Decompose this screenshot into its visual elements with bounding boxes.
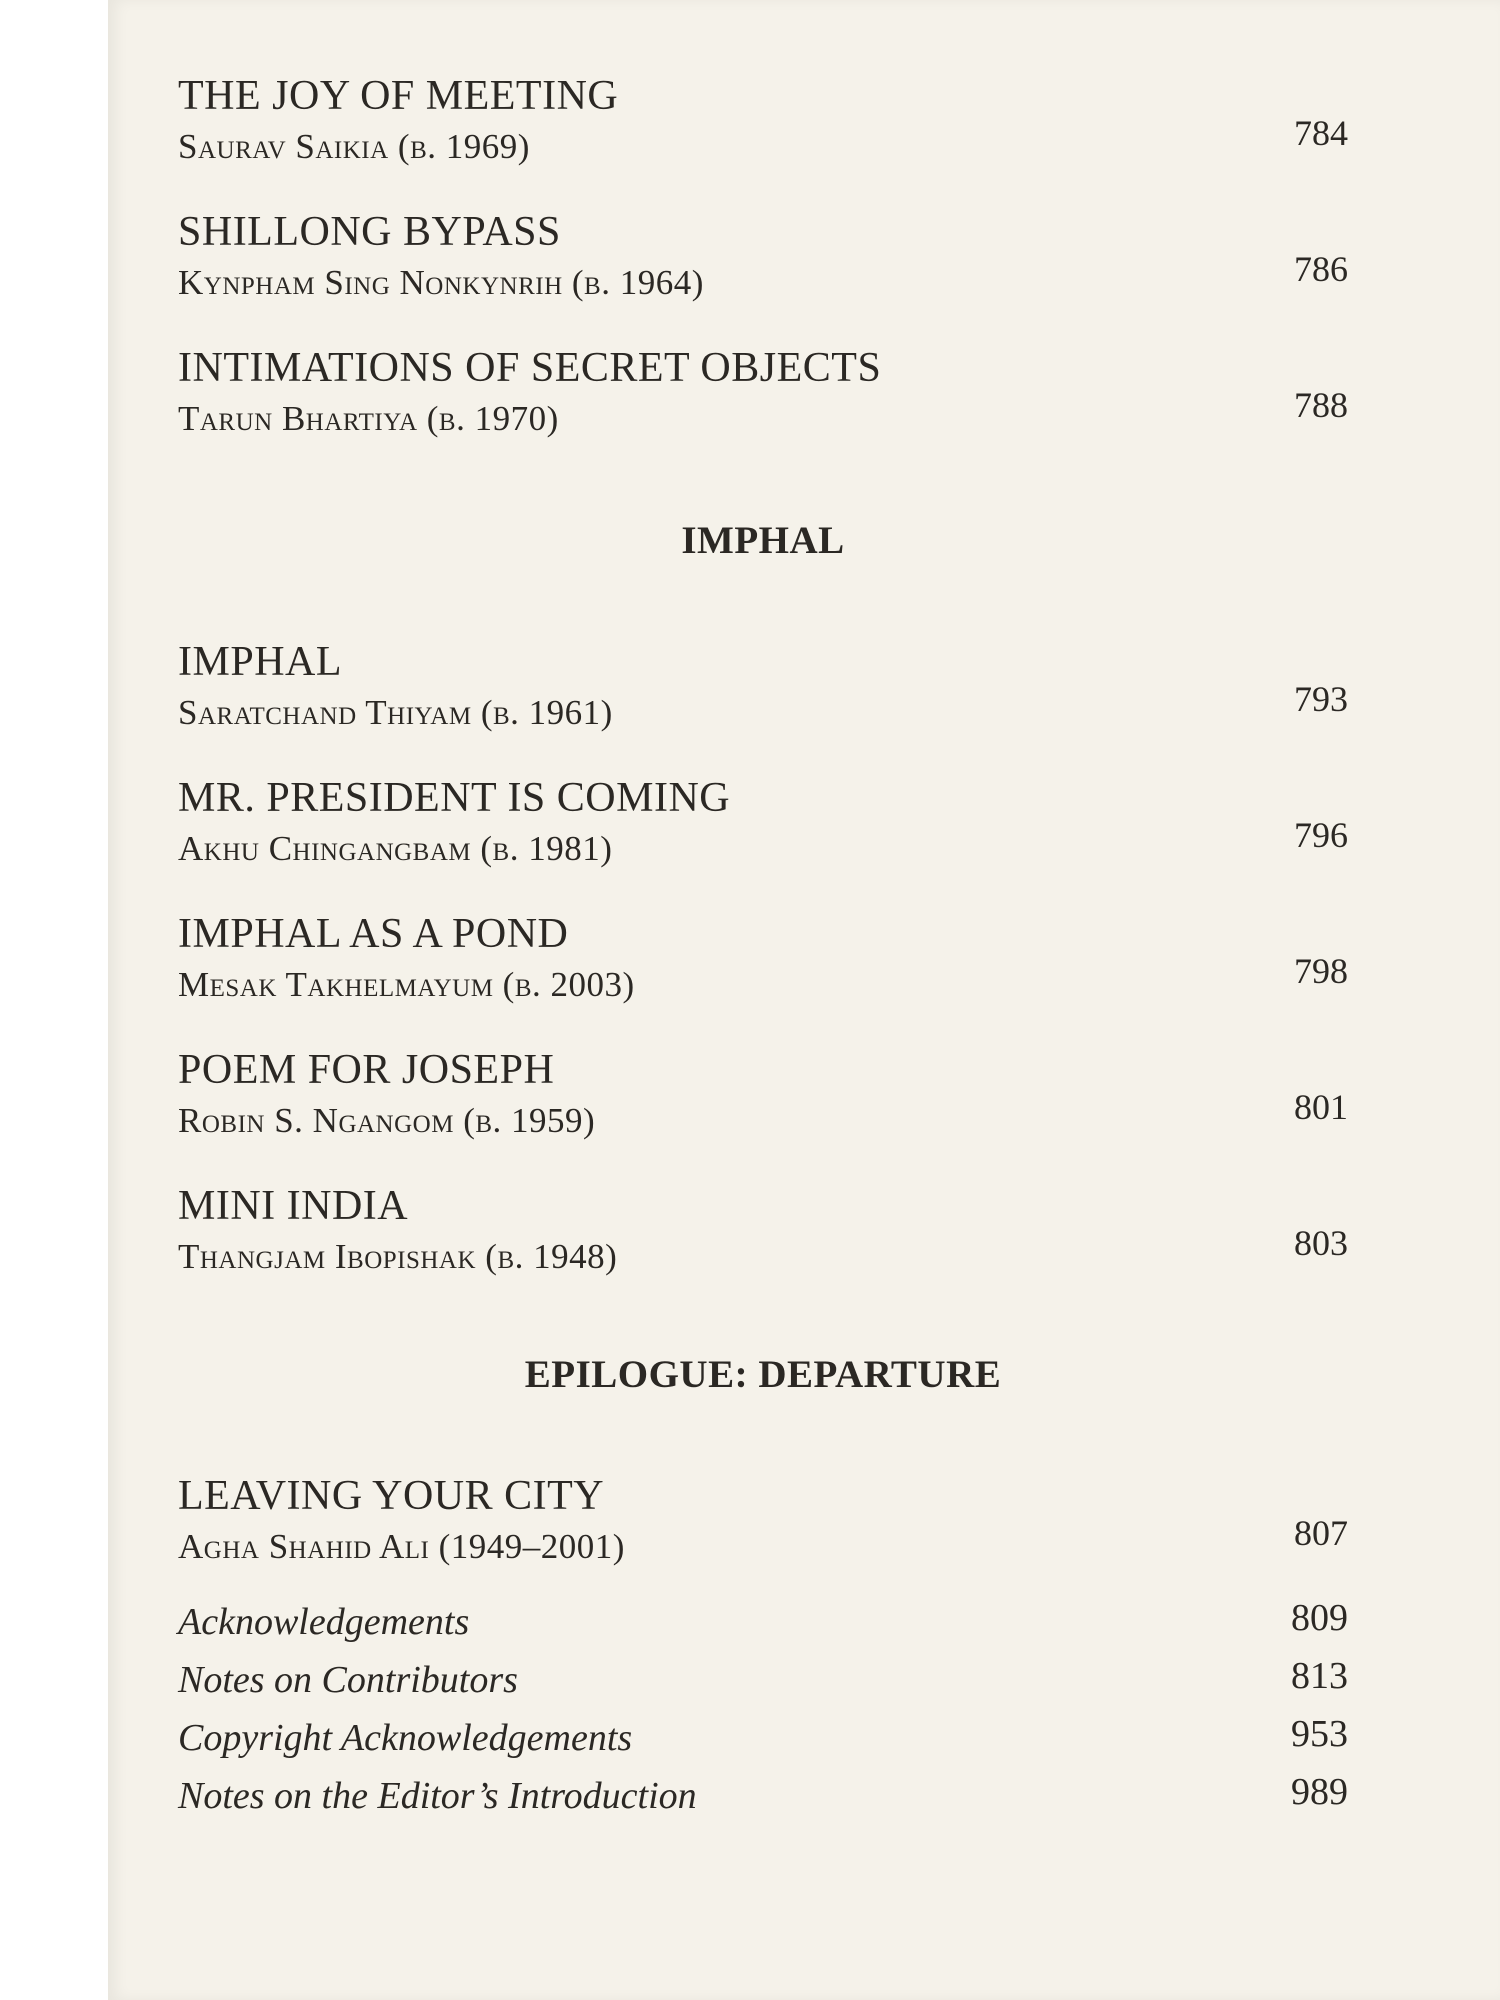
- entry-author: Agha Shahid Ali (1949–2001): [178, 1527, 625, 1566]
- entry-author: Kynpham Sing Nonkynrih (b. 1964): [178, 263, 704, 302]
- entry-title: SHILLONG BYPASS: [178, 209, 561, 255]
- entry-author: Saurav Saikia (b. 1969): [178, 127, 530, 166]
- toc-entry: [178, 1470, 1348, 1582]
- entry-author-line: [178, 113, 1348, 182]
- toc-entry: [178, 908, 1348, 1020]
- entry-author-line: [178, 1223, 1348, 1292]
- table-of-contents: [178, 70, 1348, 1828]
- appendix-page-number: 989: [1291, 1771, 1348, 1813]
- entry-author: Mesak Takhelmayum (b. 2003): [178, 965, 635, 1004]
- section-heading-epilogue: EPILOGUE: DEPARTURE: [524, 1353, 1002, 1396]
- appendix-label: Copyright Acknowledgements: [178, 1717, 633, 1759]
- appendix-entry: [178, 1596, 1348, 1654]
- entry-author: Robin S. Ngangom (b. 1959): [178, 1101, 596, 1140]
- spacer: [178, 1582, 1348, 1596]
- entry-author-line: [178, 1513, 1348, 1582]
- appendix-entry: [178, 1712, 1348, 1770]
- entry-page-number: 803: [1294, 1223, 1348, 1263]
- entry-author-line: [178, 679, 1348, 748]
- entry-author-line: [178, 385, 1348, 454]
- appendix-entry: [178, 1770, 1348, 1828]
- entry-author: Thangjam Ibopishak (b. 1948): [178, 1237, 618, 1276]
- entry-page-number: 798: [1294, 951, 1348, 991]
- entry-title: THE JOY OF MEETING: [178, 73, 619, 119]
- toc-entry: [178, 70, 1348, 182]
- toc-entry: [178, 1180, 1348, 1292]
- appendix-label: Notes on the Editor’s Introduction: [178, 1775, 697, 1817]
- section-heading-imphal: IMPHAL: [681, 519, 845, 562]
- entry-title: IMPHAL: [178, 639, 343, 685]
- entry-author-line: [178, 951, 1348, 1020]
- entry-author: Saratchand Thiyam (b. 1961): [178, 693, 613, 732]
- entry-title: INTIMATIONS OF SECRET OBJECTS: [178, 345, 882, 391]
- appendix-label: Acknowledgements: [178, 1601, 470, 1643]
- entry-page-number: 786: [1294, 249, 1348, 289]
- appendix-page-number: 813: [1291, 1655, 1348, 1697]
- entry-title: IMPHAL AS A POND: [178, 911, 569, 957]
- book-page: [108, 0, 1500, 2000]
- entry-title: POEM FOR JOSEPH: [178, 1047, 555, 1093]
- entry-page-number: 784: [1294, 113, 1348, 153]
- entry-author: Tarun Bhartiya (b. 1970): [178, 399, 559, 438]
- entry-author-line: [178, 1087, 1348, 1156]
- entry-page-number: 796: [1294, 815, 1348, 855]
- toc-entry: [178, 636, 1348, 748]
- entry-page-number: 807: [1294, 1513, 1348, 1553]
- appendix-entry: [178, 1654, 1348, 1712]
- appendix-page-number: 809: [1291, 1597, 1348, 1639]
- toc-entry: [178, 772, 1348, 884]
- appendix-label: Notes on Contributors: [178, 1659, 518, 1701]
- appendix-page-number: 953: [1291, 1713, 1348, 1755]
- toc-entry: [178, 1044, 1348, 1156]
- entry-title: LEAVING YOUR CITY: [178, 1473, 605, 1519]
- entry-page-number: 793: [1294, 679, 1348, 719]
- entry-author-line: [178, 249, 1348, 318]
- entry-page-number: 801: [1294, 1087, 1348, 1127]
- entry-title: MR. PRESIDENT IS COMING: [178, 775, 731, 821]
- entry-author: Akhu Chingangbam (b. 1981): [178, 829, 613, 868]
- entry-page-number: 788: [1294, 385, 1348, 425]
- toc-entry: [178, 342, 1348, 454]
- toc-entry: [178, 206, 1348, 318]
- entry-title: MINI INDIA: [178, 1183, 409, 1229]
- entry-author-line: [178, 815, 1348, 884]
